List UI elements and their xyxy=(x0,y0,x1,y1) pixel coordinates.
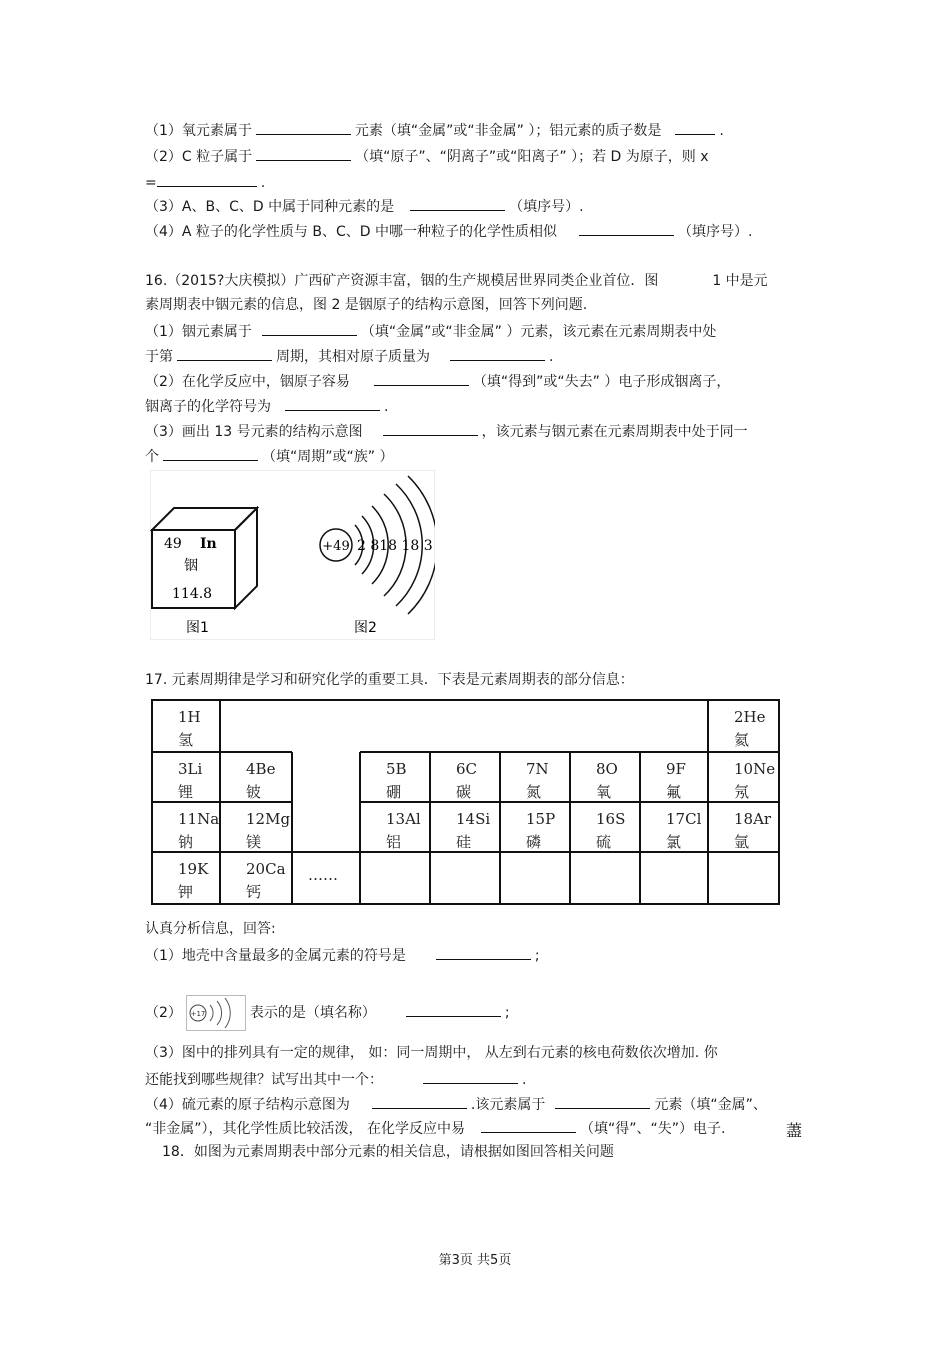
answer-blank[interactable] xyxy=(481,1118,576,1133)
cell-5b-name: 硼 xyxy=(386,783,402,801)
cell-14si-symbol: 14Si xyxy=(456,810,491,828)
answer-blank[interactable] xyxy=(406,1002,501,1017)
cell-5b-symbol: 5B xyxy=(386,760,407,778)
cell-8o-symbol: 8O xyxy=(596,760,618,778)
cell-he-symbol: 2He xyxy=(734,708,766,726)
cell-16s-name: 硫 xyxy=(596,833,612,851)
table-cells xyxy=(178,708,775,901)
cell-18ar-symbol: 18Ar xyxy=(734,810,772,828)
q17-part3b: 还能找到哪些规律？试写出其中一个： . xyxy=(145,1069,526,1089)
cell-6c-symbol: 6C xyxy=(456,760,478,778)
q16-part2: （2）在化学反应中，铟原子容易 （填“得到”或“失去” ）电子形成铟离子， xyxy=(145,371,730,391)
answer-blank[interactable] xyxy=(436,945,531,960)
indium-figures xyxy=(150,470,435,640)
cell-12mg-symbol: 12Mg xyxy=(246,810,291,828)
answer-blank[interactable] xyxy=(256,120,351,135)
answer-blank[interactable] xyxy=(410,196,505,211)
q17-part1: （1）地壳中含量最多的金属元素的符号是 ; xyxy=(145,945,540,965)
cell-11na-symbol: 11Na xyxy=(178,810,220,828)
answer-blank[interactable] xyxy=(157,172,257,187)
cell-19k-name: 钾 xyxy=(178,883,194,901)
cell-he-name: 氦 xyxy=(734,731,750,749)
q16-stem-1: 16.（2015?大庆模拟）广西矿产资源丰富，铟的生产规模居世界同类企业首位．图 1 中是元 xyxy=(145,273,768,289)
answer-blank[interactable] xyxy=(372,1094,467,1109)
q16-part1: （1）铟元素属于 （填“金属”或“非金属” ）元素，该元素在元素周期表中处 xyxy=(145,321,716,341)
cell-12mg-name: 镁 xyxy=(246,833,262,851)
answer-blank[interactable] xyxy=(383,421,478,436)
nucleus-charge: +49 xyxy=(322,539,350,554)
cell-4be-symbol: 4Be xyxy=(246,760,276,778)
answer-blank[interactable] xyxy=(256,146,351,161)
cell-17cl-symbol: 17Cl xyxy=(666,810,702,828)
q15-line-1: （1）氧元素属于 元素（填“金属”或“非金属” ）；铝元素的质子数是 . xyxy=(145,120,724,140)
cell-14si-name: 硅 xyxy=(456,833,472,851)
q15-line-2: （2）C 粒子属于 （填“原子”、“阴离子”或“阳离子” ）；若 D 为原子，则 x xyxy=(145,146,709,166)
q16-part2b: 铟离子的化学符号为 . xyxy=(145,396,388,416)
cell-3li-symbol: 3Li xyxy=(178,760,203,778)
cell-8o-name: 氧 xyxy=(596,783,612,801)
cell-7n-name: 氮 xyxy=(526,783,542,801)
fig1-symbol: In xyxy=(200,536,217,552)
cell-19k-symbol: 19K xyxy=(178,860,209,878)
q16-part3b: 个 （填“周期”或“族” ） xyxy=(145,446,393,466)
cell-17cl-name: 氯 xyxy=(666,833,682,851)
answer-blank[interactable] xyxy=(555,1094,650,1109)
q17-part4b: “非金属”），其化学性质比较活泼， 在化学反应中易 （填“得”、“失”）电子. xyxy=(145,1118,725,1138)
q17-part2: （2） +17 表示的是（填名称） ; xyxy=(145,995,510,1031)
chlorine-structure-icon xyxy=(186,995,246,1031)
q15-line-2b: = . xyxy=(145,172,265,192)
q17-analyze: 认真分析信息，回答: xyxy=(145,921,276,937)
cell-3li-name: 锂 xyxy=(178,783,194,801)
fig1-name: 铟 xyxy=(184,558,198,574)
cell-6c-name: 碳 xyxy=(456,783,472,801)
q18-stem: 18．如图为元素周期表中部分元素的相关信息，请根据如图回答相关问题 xyxy=(162,1144,614,1160)
fig1-mass: 114.8 xyxy=(172,586,213,602)
cell-9f-name: 氟 xyxy=(666,783,682,801)
answer-blank[interactable] xyxy=(374,371,469,386)
cell-11na-name: 钠 xyxy=(178,833,194,851)
periodic-table xyxy=(150,698,781,906)
answer-blank[interactable] xyxy=(285,396,380,411)
q17-part4: （4）硫元素的原子结构示意图为 .该元素属于 元素（填“金属”、 xyxy=(145,1094,767,1114)
fig1-atomic-number: 49 xyxy=(164,536,182,552)
fig2-caption: 图2 xyxy=(354,620,377,636)
answer-blank[interactable] xyxy=(262,321,357,336)
cell-10ne-symbol: 10Ne xyxy=(734,760,776,778)
q15-line-4: （4）A 粒子的化学性质与 B、C、D 中哪一种粒子的化学性质相似 （填序号）. xyxy=(145,221,752,241)
cell-h-symbol: 1H xyxy=(178,708,201,726)
cell-7n-symbol: 7N xyxy=(526,760,549,778)
answer-blank[interactable] xyxy=(163,446,258,461)
cell-4be-name: 铍 xyxy=(246,783,262,801)
cell-h-name: 氢 xyxy=(178,731,194,749)
q17-part3: （3）图中的排列具有一定的规律， 如：同一周期中， 从左到右元素的核电荷数依次增加. 你 xyxy=(145,1045,718,1061)
answer-blank[interactable] xyxy=(423,1069,518,1084)
electron-shells: 2 818 18 3 xyxy=(357,538,433,554)
stray-glyph: 藎 xyxy=(785,1121,802,1140)
answer-blank[interactable] xyxy=(579,221,674,236)
cell-20ca-symbol: 20Ca xyxy=(246,860,286,878)
answer-blank[interactable] xyxy=(177,346,272,361)
answer-blank[interactable] xyxy=(450,346,545,361)
fig1-caption: 图1 xyxy=(186,620,209,636)
svg-text:+17: +17 xyxy=(190,1010,206,1018)
cell-20ca-name: 钙 xyxy=(246,883,262,901)
cell-13al-symbol: 13Al xyxy=(386,810,421,828)
ellipsis: …… xyxy=(308,866,338,884)
cell-15p-name: 磷 xyxy=(526,833,542,851)
cell-18ar-name: 氩 xyxy=(734,833,750,851)
cell-16s-symbol: 16S xyxy=(596,810,626,828)
q16-part3: （3）画出 13 号元素的结构示意图 ，该元素与铟元素在元素周期表中处于同一 xyxy=(145,421,748,441)
cell-13al-name: 铝 xyxy=(386,833,402,851)
cell-9f-symbol: 9F xyxy=(666,760,686,778)
answer-blank[interactable] xyxy=(675,120,715,135)
cell-10ne-name: 氖 xyxy=(734,783,750,801)
q17-stem: 17. 元素周期律是学习和研究化学的重要工具．下表是元素周期表的部分信息： xyxy=(145,672,634,688)
q16-stem-2: 素周期表中铟元素的信息，图 2 是铟原子的结构示意图，回答下列问题. xyxy=(145,297,588,313)
page-footer: 第3页 共5页 xyxy=(438,1253,512,1268)
q15-line-3: （3）A、B、C、D 中属于同种元素的是 （填序号）. xyxy=(145,196,584,216)
cell-15p-symbol: 15P xyxy=(526,810,556,828)
q16-part1b: 于第 周期，其相对原子质量为 . xyxy=(145,346,553,366)
